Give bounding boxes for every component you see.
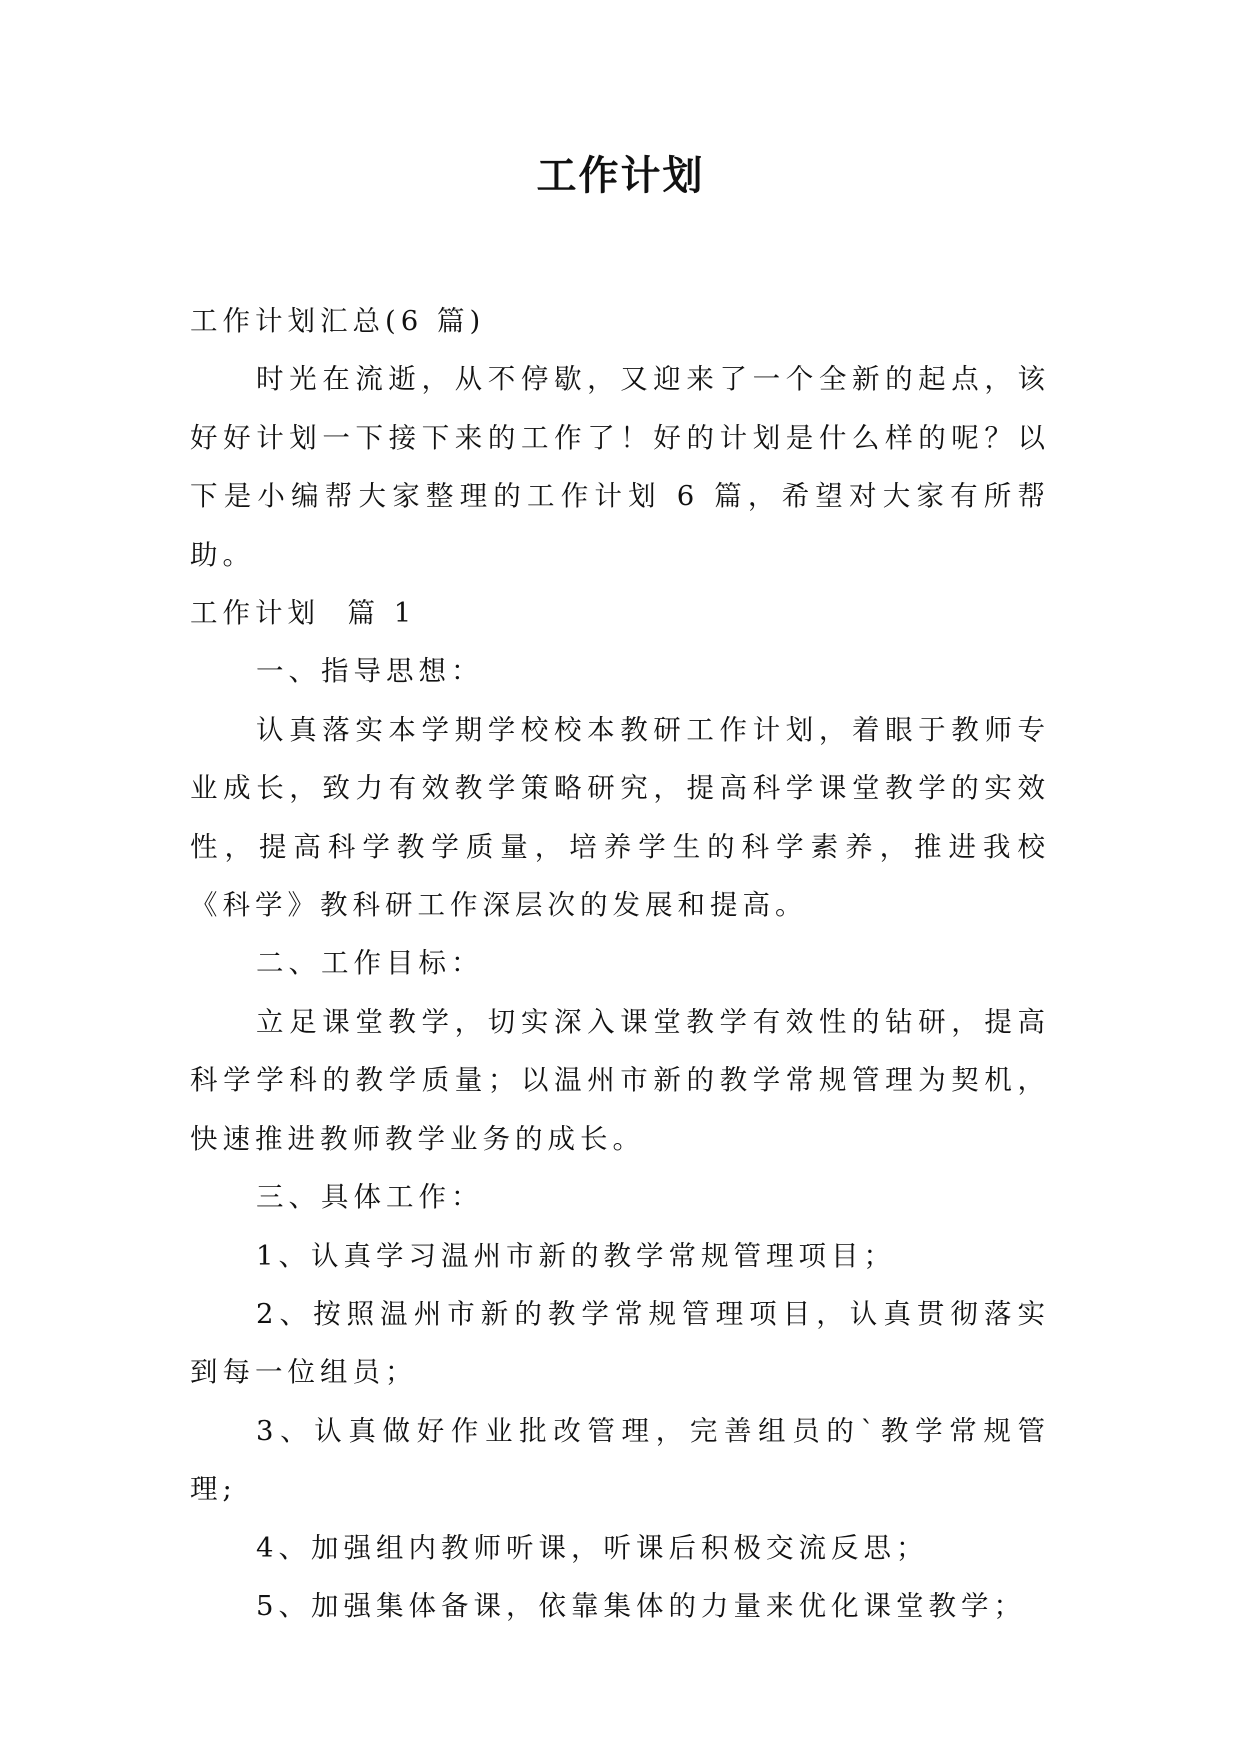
paragraph: 三、具体工作： [256, 1181, 484, 1214]
paragraph: 二、工作目标： [256, 947, 484, 980]
paragraph: 立足课堂教学，切实深入课堂教学有效性的钻研，提高科学学科的教学质量；以温州市新的教学常规管理为契机，快速推进教师教学业务的成长。 [190, 1005, 1050, 1155]
list-item: 4、加强组内教师听课，听课后积极交流反思； [256, 1531, 929, 1564]
document-title: 工作计划 [536, 153, 705, 199]
list-item: 3、认真做好作业批改管理，完善组员的`教学常规管理; [190, 1414, 1050, 1506]
list-item: 1、认真学习温州市新的教学常规管理项目； [256, 1239, 896, 1272]
paragraph: 时光在流逝，从不停歇，又迎来了一个全新的起点，该好好计划一下接下来的工作了！好的计划是什么样的呢？以下是小编帮大家整理的工作计划 6 篇，希望对大家有所帮助。 [190, 363, 1050, 571]
section-heading: 工作计划 篇 1 [190, 597, 417, 630]
list-item: 5、加强集体备课，依靠集体的力量来优化课堂教学； [256, 1589, 1026, 1622]
list-item: 2、按照温州市新的教学常规管理项目，认真贯彻落实到每一位组员； [190, 1297, 1050, 1389]
document-body [190, 292, 1050, 1635]
paragraph: 一、指导思想： [256, 655, 484, 688]
paragraph: 工作计划汇总(6 篇) [190, 305, 486, 337]
paragraph: 认真落实本学期学校校本教研工作计划，着眼于教师专业成长，致力有效教学策略研究，提高科学课堂教学的实效性，提高科学教学质量，培养学生的科学素养，推进我校《科学》教科研工作深层次的发展和提高。 [190, 713, 1050, 922]
